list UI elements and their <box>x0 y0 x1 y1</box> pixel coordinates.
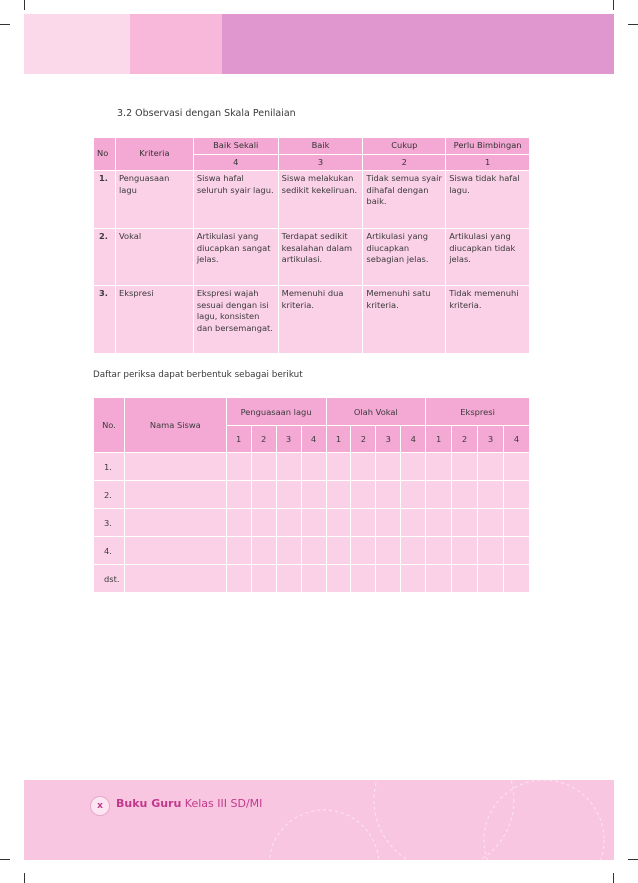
rubric-cell: Siswa hafal seluruh syair lagu. <box>193 171 278 229</box>
footer-ornament <box>24 780 614 860</box>
checklist-header-no: No. <box>94 398 125 453</box>
student-name-cell <box>124 481 226 509</box>
rubric-cell: Ekspresi wajah sesuai dengan isi lagu, konsisten dan bersemangat. <box>193 286 278 354</box>
checklist-group-header: Olah Vokal <box>326 398 426 426</box>
checklist-row <box>94 453 530 481</box>
checklist-row-no: dst. <box>94 565 125 593</box>
rubric-row-no: 1. <box>94 171 116 229</box>
rubric-cell: Tidak memenuhi kriteria. <box>446 286 530 354</box>
checklist-score: 2 <box>452 426 478 453</box>
score-check-cell <box>251 565 276 593</box>
checklist-row <box>94 481 530 509</box>
score-check-cell <box>452 565 478 593</box>
score-check-cell <box>251 453 276 481</box>
score-check-cell <box>276 537 301 565</box>
score-check-cell <box>478 481 504 509</box>
score-check-cell <box>376 565 401 593</box>
rubric-row-no: 2. <box>94 229 116 286</box>
checklist-header-nama: Nama Siswa <box>124 398 226 453</box>
rubric-cell: Siswa melakukan sedikit kekeliruan. <box>278 171 363 229</box>
score-check-cell <box>301 537 326 565</box>
score-check-cell <box>351 453 376 481</box>
checklist-group-header: Ekspresi <box>426 398 530 426</box>
checklist-intro: Daftar periksa dapat berbentuk sebagai berikut <box>93 370 303 380</box>
score-check-cell <box>251 537 276 565</box>
score-check-cell <box>401 537 426 565</box>
score-check-cell <box>503 453 529 481</box>
score-check-cell <box>503 537 529 565</box>
checklist-row-no: 3. <box>94 509 125 537</box>
student-name-cell <box>124 453 226 481</box>
score-check-cell <box>452 481 478 509</box>
score-check-cell <box>503 481 529 509</box>
score-check-cell <box>351 565 376 593</box>
checklist-row-no: 2. <box>94 481 125 509</box>
score-check-cell <box>226 481 251 509</box>
score-check-cell <box>478 453 504 481</box>
rubric-cell: Terdapat sedikit kesalahan dalam artikulasi. <box>278 229 363 286</box>
rubric-level-label: Cukup <box>363 138 446 155</box>
rubric-row-kriteria: Penguasaan lagu <box>115 171 193 229</box>
score-check-cell <box>376 537 401 565</box>
rubric-cell: Artikulasi yang diucapkan tidak jelas. <box>446 229 530 286</box>
score-check-cell <box>401 453 426 481</box>
checklist-score: 1 <box>426 426 452 453</box>
rubric-level-label: Baik Sekali <box>193 138 278 155</box>
checklist-score: 3 <box>376 426 401 453</box>
rubric-cell: Tidak semua syair dihafal dengan baik. <box>363 171 446 229</box>
checklist-score: 2 <box>351 426 376 453</box>
score-check-cell <box>351 509 376 537</box>
score-check-cell <box>226 565 251 593</box>
header-band-mid <box>130 14 222 74</box>
checklist-score: 3 <box>276 426 301 453</box>
score-check-cell <box>376 509 401 537</box>
rubric-level-score: 3 <box>278 154 363 171</box>
crop-mark <box>613 873 614 883</box>
score-check-cell <box>351 481 376 509</box>
score-check-cell <box>426 481 452 509</box>
rubric-row <box>94 229 530 286</box>
score-check-cell <box>326 537 351 565</box>
crop-mark <box>628 859 638 860</box>
rubric-header-kriteria: Kriteria <box>115 138 193 171</box>
crop-mark <box>0 859 10 860</box>
score-check-cell <box>251 509 276 537</box>
rubric-row <box>94 286 530 354</box>
score-check-cell <box>401 565 426 593</box>
score-check-cell <box>226 509 251 537</box>
rubric-cell: Siswa tidak hafal lagu. <box>446 171 530 229</box>
score-check-cell <box>503 509 529 537</box>
checklist-score: 1 <box>326 426 351 453</box>
crop-mark <box>0 24 10 25</box>
score-check-cell <box>276 509 301 537</box>
rubric-header-no: No <box>94 138 116 171</box>
score-check-cell <box>276 453 301 481</box>
footer-title <box>116 797 262 810</box>
header-band-light <box>24 14 130 74</box>
score-check-cell <box>426 509 452 537</box>
checklist-score: 4 <box>301 426 326 453</box>
score-check-cell <box>226 453 251 481</box>
checklist-score: 3 <box>478 426 504 453</box>
score-check-cell <box>478 509 504 537</box>
rubric-row-kriteria: Vokal <box>115 229 193 286</box>
score-check-cell <box>276 565 301 593</box>
rubric-level-score: 4 <box>193 154 278 171</box>
score-check-cell <box>452 453 478 481</box>
score-check-cell <box>226 537 251 565</box>
rubric-table <box>93 137 530 354</box>
checklist-table <box>93 397 530 593</box>
checklist-score: 4 <box>503 426 529 453</box>
score-check-cell <box>351 537 376 565</box>
checklist-header-row <box>94 398 530 426</box>
score-check-cell <box>326 453 351 481</box>
checklist-row <box>94 537 530 565</box>
score-check-cell <box>478 537 504 565</box>
checklist-row-no: 1. <box>94 453 125 481</box>
score-check-cell <box>503 565 529 593</box>
score-check-cell <box>452 509 478 537</box>
score-check-cell <box>426 565 452 593</box>
checklist-row <box>94 565 530 593</box>
rubric-row-kriteria: Ekspresi <box>115 286 193 354</box>
rubric-header-row <box>94 138 530 155</box>
student-name-cell <box>124 509 226 537</box>
crop-mark <box>24 0 25 10</box>
rubric-cell: Memenuhi dua kriteria. <box>278 286 363 354</box>
score-check-cell <box>301 509 326 537</box>
footer-class: Kelas III SD/MI <box>181 797 263 810</box>
checklist-row-no: 4. <box>94 537 125 565</box>
score-check-cell <box>478 565 504 593</box>
checklist-score: 2 <box>251 426 276 453</box>
rubric-row-no: 3. <box>94 286 116 354</box>
crop-mark <box>24 873 25 883</box>
score-check-cell <box>326 481 351 509</box>
rubric-cell: Memenuhi satu kriteria. <box>363 286 446 354</box>
student-name-cell <box>124 565 226 593</box>
score-check-cell <box>401 481 426 509</box>
checklist-row <box>94 509 530 537</box>
rubric-level-score: 2 <box>363 154 446 171</box>
score-check-cell <box>426 537 452 565</box>
score-check-cell <box>376 453 401 481</box>
score-check-cell <box>276 481 301 509</box>
checklist-group-header: Penguasaan lagu <box>226 398 326 426</box>
score-check-cell <box>426 453 452 481</box>
checklist-score: 4 <box>401 426 426 453</box>
student-name-cell <box>124 537 226 565</box>
rubric-level-label: Perlu Bimbingan <box>446 138 530 155</box>
score-check-cell <box>452 537 478 565</box>
score-check-cell <box>326 565 351 593</box>
score-check-cell <box>251 481 276 509</box>
score-check-cell <box>301 565 326 593</box>
crop-mark <box>628 24 638 25</box>
page-number: x <box>90 796 110 816</box>
crop-mark <box>613 0 614 10</box>
rubric-cell: Artikulasi yang diucapkan sangat jelas. <box>193 229 278 286</box>
rubric-level-label: Baik <box>278 138 363 155</box>
header-band-dark <box>222 14 614 74</box>
checklist-score: 1 <box>226 426 251 453</box>
score-check-cell <box>326 509 351 537</box>
score-check-cell <box>376 481 401 509</box>
score-check-cell <box>401 509 426 537</box>
checklist-body <box>94 453 530 593</box>
section-title: 3.2 Observasi dengan Skala Penilaian <box>117 108 296 119</box>
footer-book: Buku Guru <box>116 797 182 810</box>
rubric-level-score: 1 <box>446 154 530 171</box>
page-footer <box>24 780 614 860</box>
score-check-cell <box>301 453 326 481</box>
rubric-cell: Artikulasi yang diucapkan sebagian jelas. <box>363 229 446 286</box>
rubric-row <box>94 171 530 229</box>
score-check-cell <box>301 481 326 509</box>
